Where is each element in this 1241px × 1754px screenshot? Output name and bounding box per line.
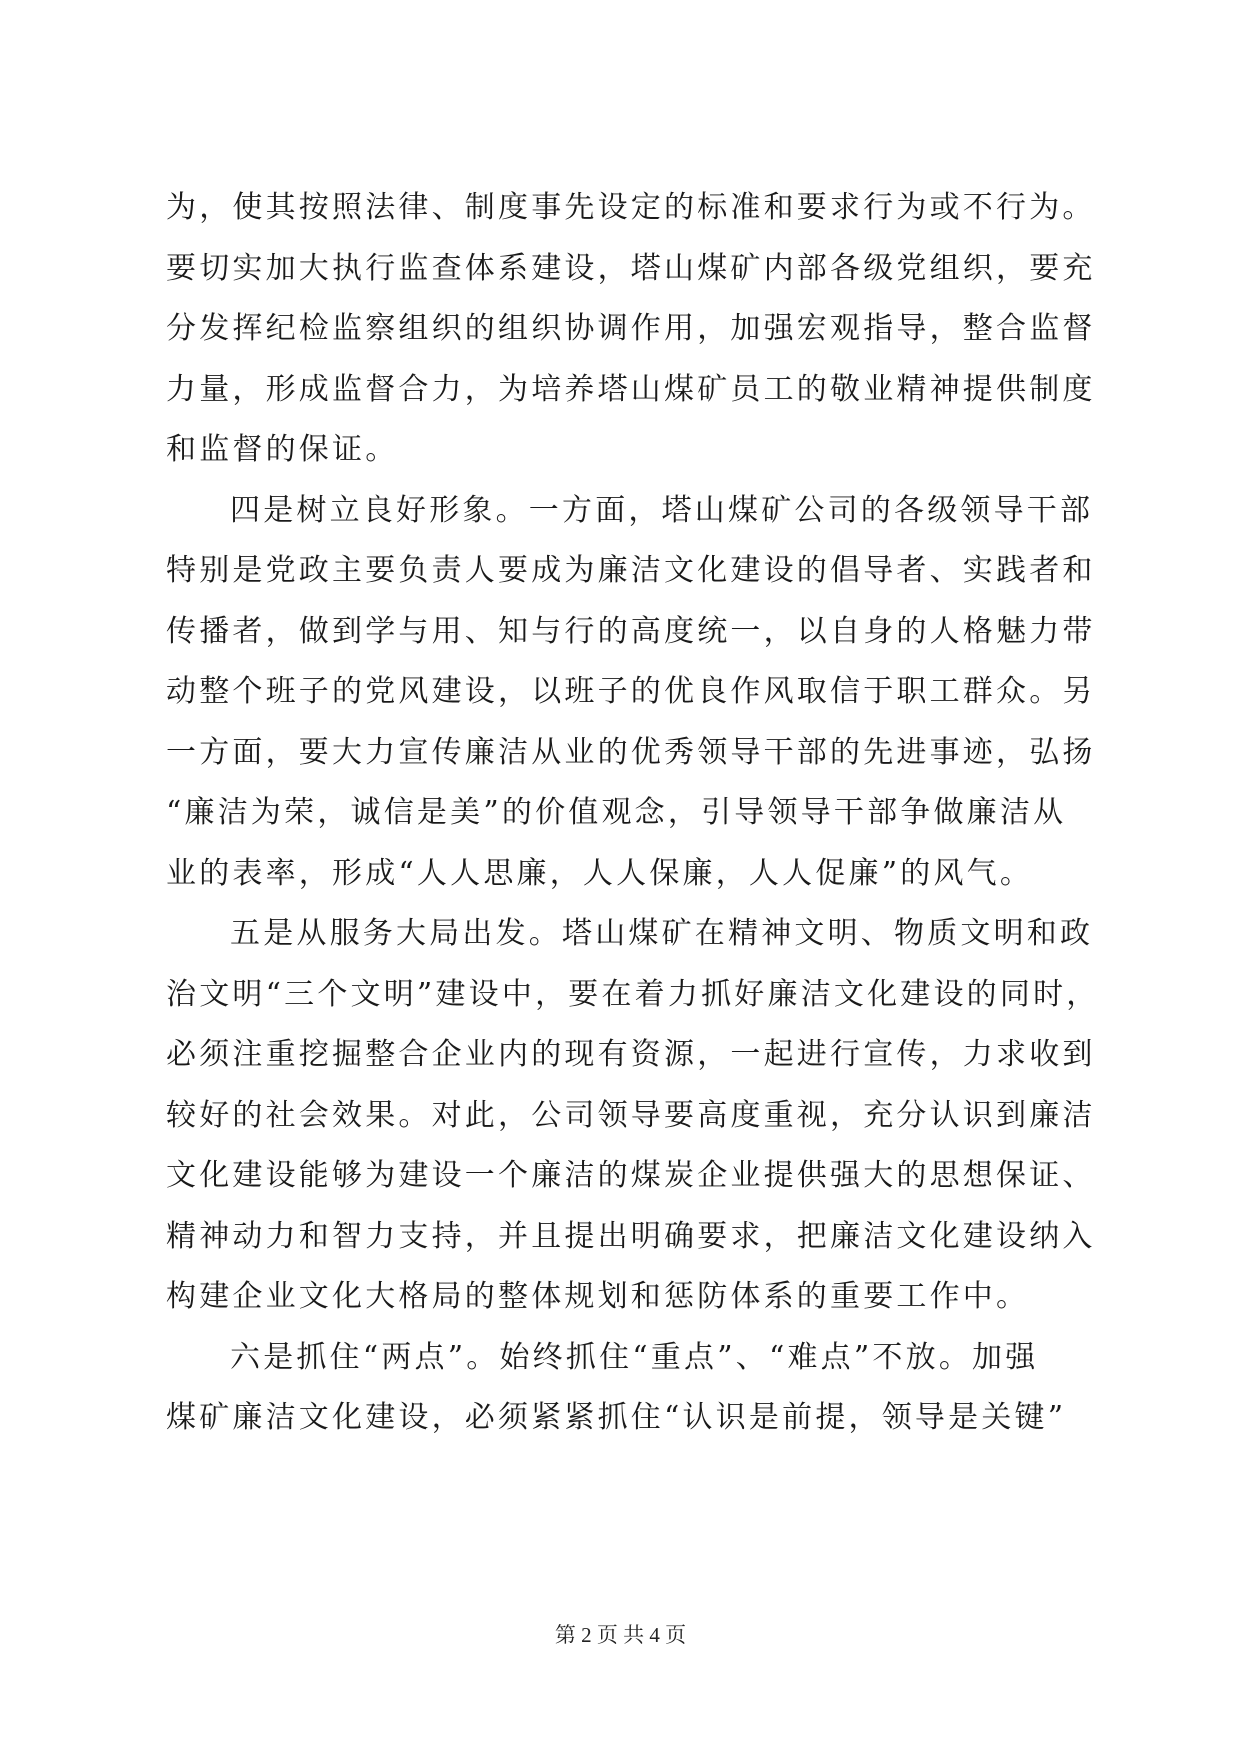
text-line: 构建企业文化大格局的整体规划和惩防体系的重要工作中。 <box>166 1279 1030 1314</box>
text-line: 要切实加大执行监查体系建设，塔山煤矿内部各级党组织，要充 <box>166 250 1096 286</box>
text-line: 分发挥纪检监察组织的组织协调作用，加强宏观指导，整合监督 <box>166 311 1096 346</box>
text-line: 一方面，要大力宣传廉洁从业的优秀领导干部的先进事迹，弘扬 <box>166 734 1096 770</box>
text-line: 必须注重挖掘整合企业内的现有资源，一起进行宣传，力求收到 <box>166 1037 1096 1072</box>
paragraph-start-line: 四是树立良好形象。一方面，塔山煤矿公司的各级领导干部 <box>230 492 1094 528</box>
text-line: 文化建设能够为建设一个廉洁的煤炭企业提供强大的思想保证、 <box>166 1158 1096 1193</box>
text-line: “廉洁为荣，诚信是美”的价值观念，引导领导干部争做廉洁从 <box>166 795 1067 830</box>
text-line: 传播者，做到学与用、知与行的高度统一，以自身的人格魅力带 <box>166 613 1096 649</box>
text-line: 和监督的保证。 <box>166 432 399 467</box>
text-line: 煤矿廉洁文化建设，必须紧紧抓住“认识是前提，领导是关键” <box>166 1400 1067 1435</box>
page-number-footer: 第 2 页 共 4 页 <box>554 1623 687 1647</box>
paragraph-start-line: 六是抓住“两点”。始终抓住“重点”、“难点”不放。加强 <box>230 1339 1039 1375</box>
text-line: 治文明“三个文明”建设中，要在着力抓好廉洁文化建设的同时， <box>166 976 1100 1012</box>
text-line: 精神动力和智力支持，并且提出明确要求，把廉洁文化建设纳入 <box>166 1218 1096 1254</box>
text-line: 力量，形成监督合力，为培养塔山煤矿员工的敬业精神提供制度 <box>166 371 1096 407</box>
text-line: 特别是党政主要负责人要成为廉洁文化建设的倡导者、实践者和 <box>166 553 1096 588</box>
text-line: 较好的社会效果。对此，公司领导要高度重视，充分认识到廉洁 <box>166 1097 1096 1133</box>
text-line: 动整个班子的党风建设，以班子的优良作风取信于职工群众。另 <box>166 674 1096 709</box>
paragraph-start-line: 五是从服务大局出发。塔山煤矿在精神文明、物质文明和政 <box>230 916 1094 951</box>
body-text <box>166 178 1100 1449</box>
text-line: 为，使其按照法律、制度事先设定的标准和要求行为或不行为。 <box>166 190 1096 225</box>
text-line: 业的表率，形成“人人思廉，人人保廉，人人促廉”的风气。 <box>166 855 1034 891</box>
